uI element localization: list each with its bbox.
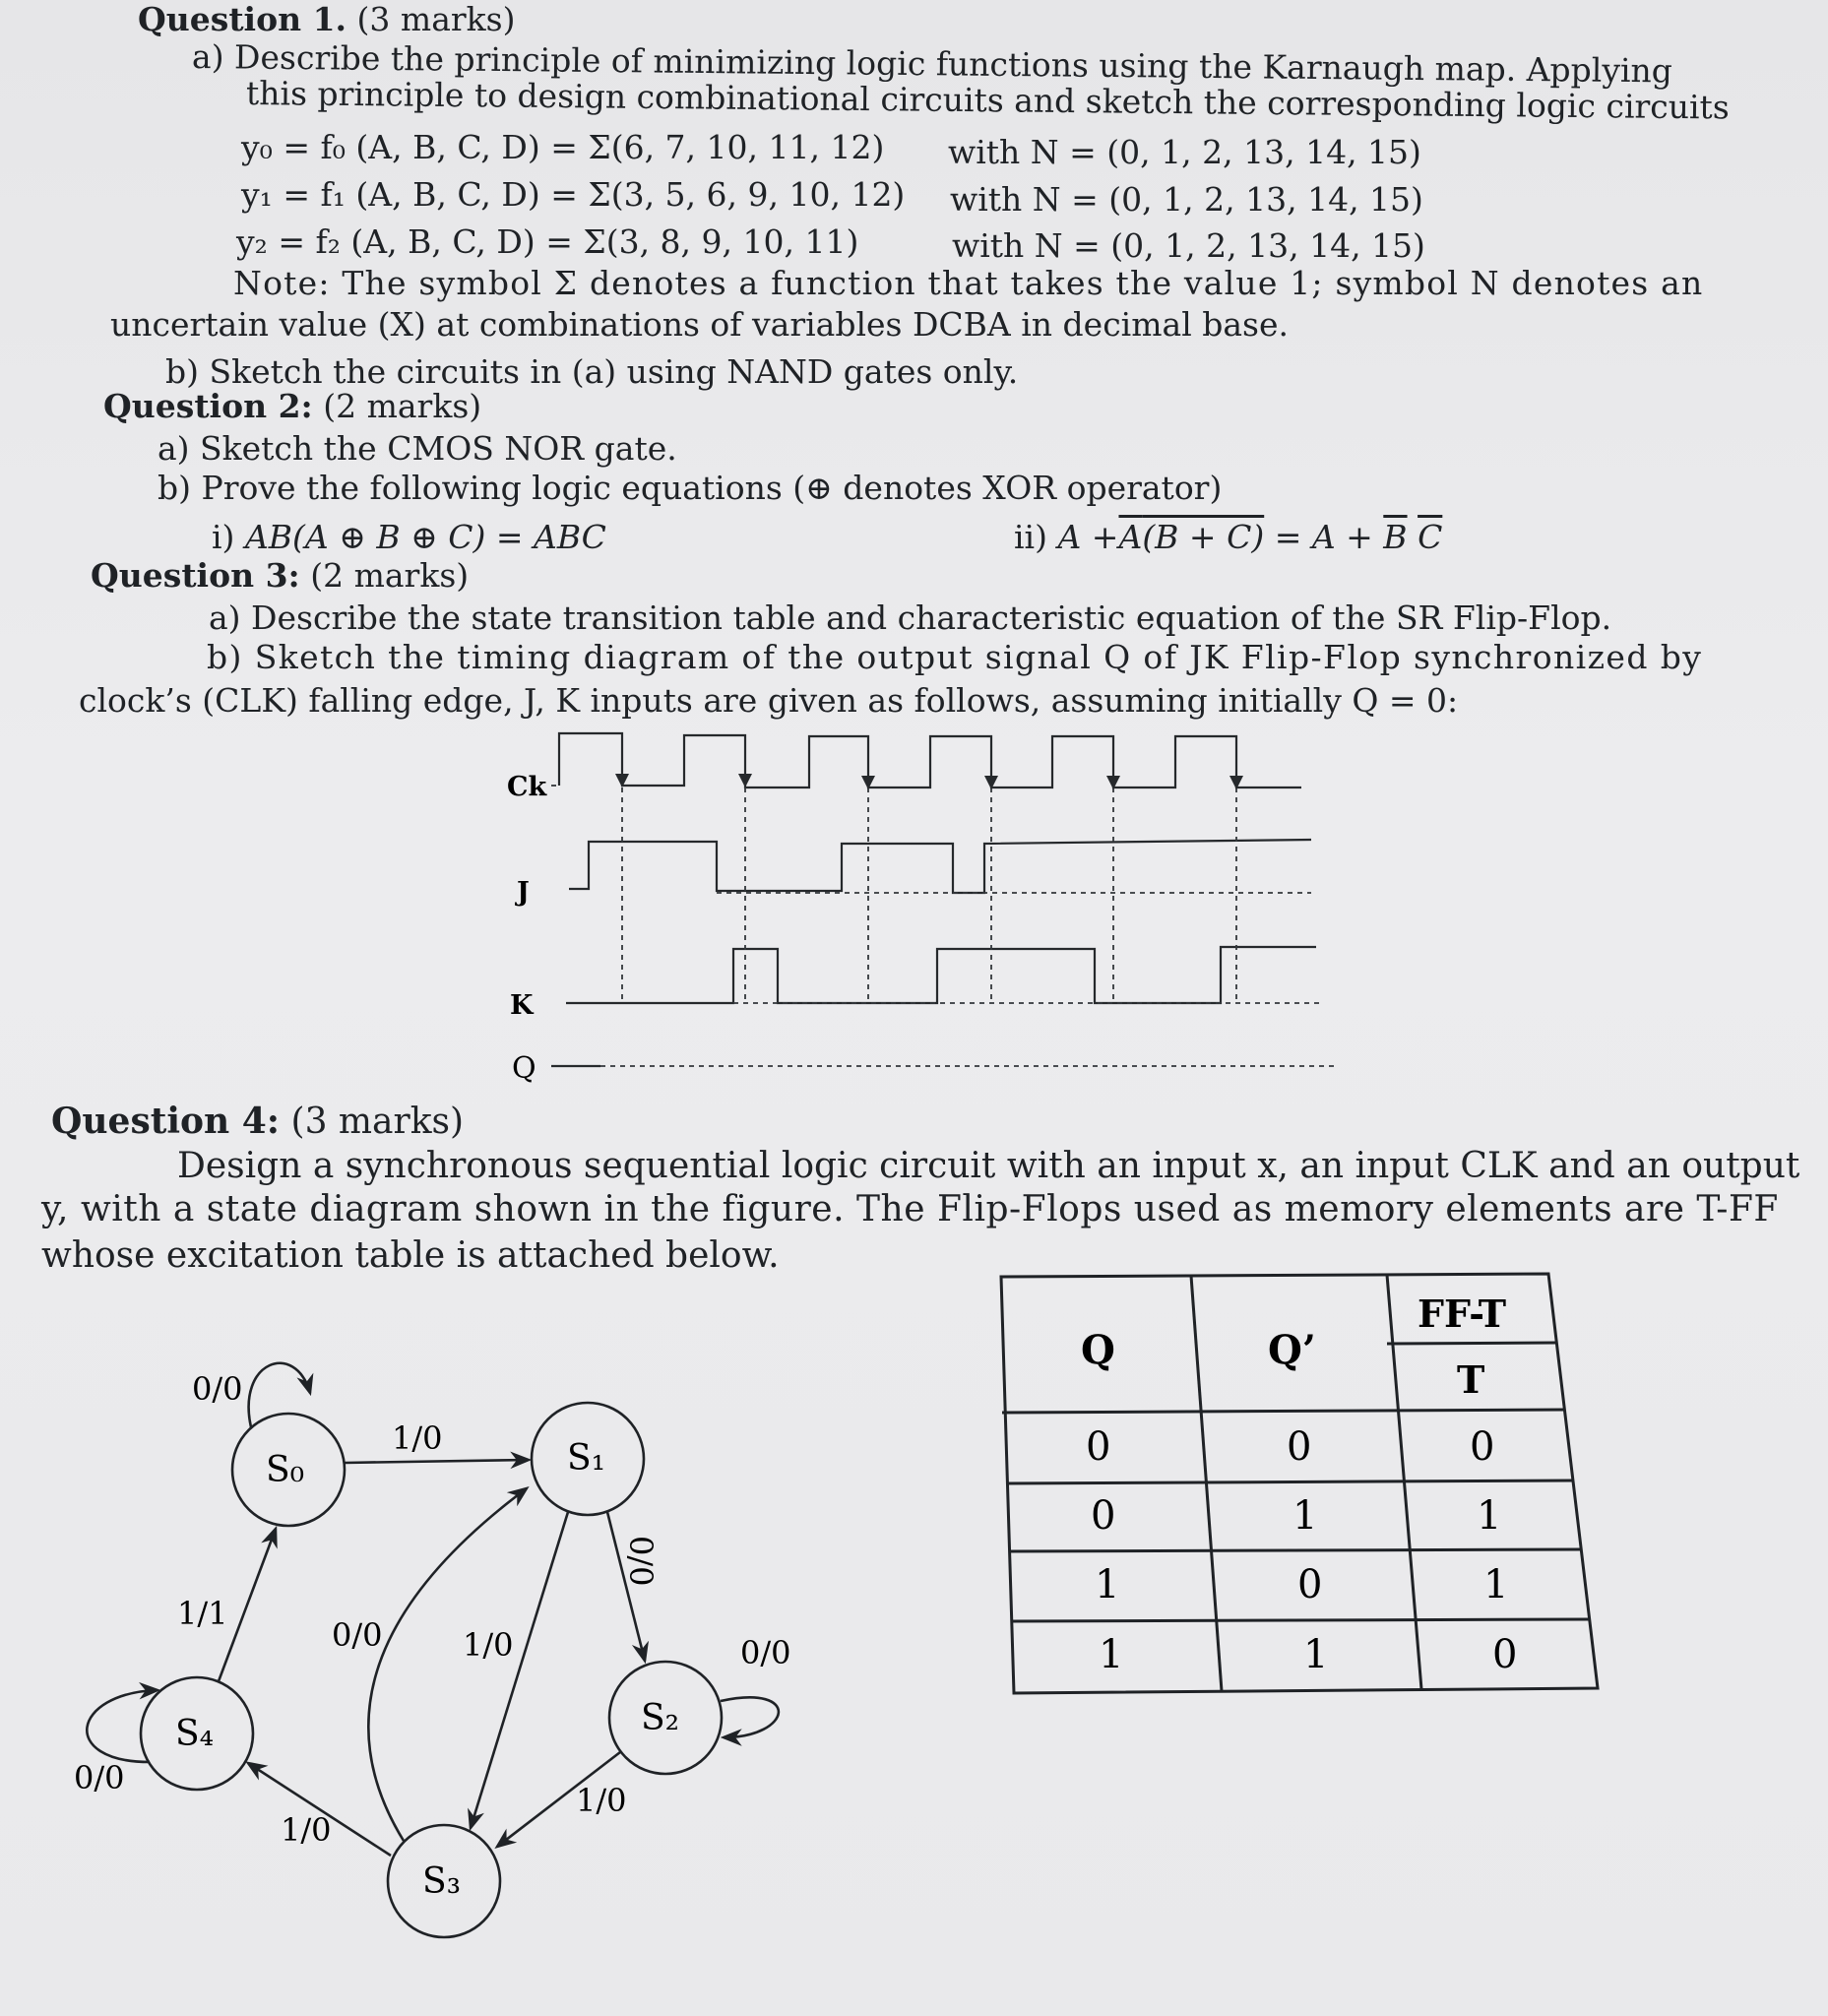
q2-marks: (2 marks) bbox=[323, 387, 482, 425]
q2-eq-i-body: AB(A ⊕ B ⊕ C) = ABC bbox=[244, 518, 606, 556]
edge-label-s0-self: 0/0 bbox=[192, 1370, 243, 1408]
edge-s2-self bbox=[721, 1697, 779, 1737]
state-s1-label: S₁ bbox=[567, 1438, 606, 1479]
edge-label-s4-s0: 1/1 bbox=[177, 1595, 228, 1632]
q3b-line1: b) Sketch the timing diagram of the output signal Q of JK Flip-Flop synchronized by bbox=[207, 638, 1703, 676]
table-hline-row1 bbox=[1006, 1480, 1573, 1483]
cell-r3-q: 1 bbox=[1095, 1562, 1120, 1607]
header-q-next: Q’ bbox=[1268, 1327, 1316, 1373]
cell-r1-q: 0 bbox=[1086, 1424, 1111, 1470]
edge-label-s1-s3: 1/0 bbox=[463, 1626, 514, 1664]
q1-eq-f2: y₂ = f₂ (A, B, C, D) = Σ(3, 8, 9, 10, 11) bbox=[236, 222, 859, 261]
falling-edge-arrow-2 bbox=[738, 774, 752, 788]
q-label: Q bbox=[512, 1051, 536, 1086]
header-t: T bbox=[1457, 1357, 1485, 1402]
q1-note-line1: Note: The symbol Σ denotes a function that takes the value 1; symbol N denotes an bbox=[233, 264, 1704, 302]
q4-line3: whose excitation table is attached below. bbox=[41, 1235, 780, 1276]
q2-eq-ii-abar: A bbox=[1118, 518, 1143, 556]
q3a: a) Describe the state transition table and characteristic equation of the SR Flip-Flop. bbox=[209, 598, 1612, 637]
q4-heading bbox=[51, 1100, 464, 1144]
edge-label-s4-self: 0/0 bbox=[74, 1759, 125, 1796]
q1-eq-f1: y₁ = f₁ (A, B, C, D) = Σ(3, 5, 6, 9, 10, 12) bbox=[241, 175, 906, 214]
q4-marks: (3 marks) bbox=[290, 1102, 465, 1142]
state-s3-label: S₃ bbox=[422, 1861, 462, 1902]
cell-r3-t: 1 bbox=[1483, 1562, 1509, 1607]
j-waveform bbox=[569, 840, 1311, 893]
ck-waveform bbox=[559, 733, 1301, 788]
edge-label-s3-s4: 1/0 bbox=[281, 1811, 332, 1849]
edge-label-s0-s1: 1/0 bbox=[392, 1419, 443, 1457]
q1-note-line2: uncertain value (X) at combinations of variables DCBA in decimal base. bbox=[110, 305, 1289, 344]
k-label: K bbox=[510, 990, 534, 1021]
q1-title: Question 1. bbox=[138, 0, 347, 38]
q1b: b) Sketch the circuits in (a) using NAND gates only. bbox=[165, 352, 1019, 391]
cell-r1-t: 0 bbox=[1470, 1424, 1495, 1470]
table-hline-row2 bbox=[1009, 1549, 1582, 1551]
j-label: J bbox=[517, 877, 530, 908]
q4-line2: y, with a state diagram shown in the figure. The Flip-Flops used as memory elements are T-FF bbox=[41, 1189, 1779, 1229]
edge-label-s2-s3: 1/0 bbox=[576, 1782, 627, 1819]
k-waveform bbox=[566, 947, 1316, 1003]
cell-r4-qp: 1 bbox=[1303, 1632, 1329, 1677]
q2-eq-ii-cbar: $\overline{C}$ bbox=[1418, 518, 1443, 556]
header-q: Q bbox=[1081, 1327, 1115, 1373]
ck-label: Ck bbox=[507, 772, 547, 802]
edge-s1-s2 bbox=[607, 1512, 645, 1661]
q1a-line1: a) Describe the principle of minimizing logic functions using the Karnaugh map. Applying bbox=[191, 37, 1673, 91]
state-s4-label: S₄ bbox=[175, 1714, 215, 1754]
cell-r2-t: 1 bbox=[1477, 1493, 1502, 1539]
edge-s4-self bbox=[87, 1690, 158, 1762]
q3-title: Question 3: bbox=[91, 556, 300, 595]
edge-label-s3-s1: 0/0 bbox=[332, 1616, 383, 1654]
table-hline-header bbox=[1002, 1410, 1565, 1413]
cell-r4-q: 1 bbox=[1099, 1632, 1124, 1677]
q1-marks: (3 marks) bbox=[356, 0, 516, 38]
edge-label-s2-self: 0/0 bbox=[740, 1634, 791, 1671]
cell-r1-qp: 0 bbox=[1287, 1424, 1312, 1470]
edge-s0-s1 bbox=[345, 1460, 529, 1463]
edge-label-s1-s2: 0/0 bbox=[622, 1536, 660, 1587]
cell-r2-q: 0 bbox=[1091, 1493, 1116, 1539]
q2-title: Question 2: bbox=[103, 387, 313, 425]
state-s0-label: S₀ bbox=[266, 1450, 305, 1490]
cell-r4-t: 0 bbox=[1492, 1632, 1518, 1677]
q2-eq-i-label: i) bbox=[212, 518, 235, 556]
cell-r2-qp: 1 bbox=[1292, 1493, 1318, 1539]
q4-title: Question 4: bbox=[51, 1101, 281, 1142]
q3b-line2: clock’s (CLK) falling edge, J, K inputs are given as follows, assuming initially Q = 0: bbox=[79, 681, 1459, 720]
state-s2-label: S₂ bbox=[641, 1698, 680, 1738]
q2-eq-ii-bc: (B + C) bbox=[1142, 518, 1265, 556]
state-diagram bbox=[0, 1299, 866, 1949]
q2-eq-ii-label: ii) bbox=[1014, 518, 1047, 556]
q2-eq-ii-a: A + bbox=[1057, 518, 1119, 556]
q2-eq-ii-mid: = A + bbox=[1264, 518, 1384, 556]
q1-eq-f0: y₀ = f₀ (A, B, C, D) = Σ(6, 7, 10, 11, 12) bbox=[241, 128, 885, 166]
q2-eq-ii-bbar: $\overline{B}$ bbox=[1383, 518, 1408, 556]
cell-r3-qp: 0 bbox=[1297, 1562, 1323, 1607]
q2b: b) Prove the following logic equations (⊕ denotes XOR operator) bbox=[158, 469, 1223, 507]
q1-eq-f0-n: with N = (0, 1, 2, 13, 14, 15) bbox=[948, 133, 1421, 171]
edge-s0-self bbox=[249, 1363, 310, 1427]
q1a-line2: this principle to design combinational circuits and sketch the corresponding logic circuits bbox=[245, 74, 1730, 127]
edge-s1-s3 bbox=[471, 1512, 568, 1828]
table-hline-ffT bbox=[1387, 1343, 1556, 1344]
header-ff-t: FF-T bbox=[1418, 1292, 1507, 1336]
edge-s3-s1 bbox=[368, 1488, 527, 1841]
tff-excitation-table bbox=[984, 1260, 1614, 1713]
q2a: a) Sketch the CMOS NOR gate. bbox=[158, 429, 677, 468]
table-hline-row3 bbox=[1011, 1619, 1590, 1621]
q3-marks: (2 marks) bbox=[310, 556, 470, 595]
q1-eq-f2-n: with N = (0, 1, 2, 13, 14, 15) bbox=[952, 226, 1425, 265]
q1-eq-f1-n: with N = (0, 1, 2, 13, 14, 15) bbox=[950, 180, 1423, 219]
q4-line1: Design a synchronous sequential logic circuit with an input x, an input CLK and an output bbox=[177, 1146, 1800, 1186]
